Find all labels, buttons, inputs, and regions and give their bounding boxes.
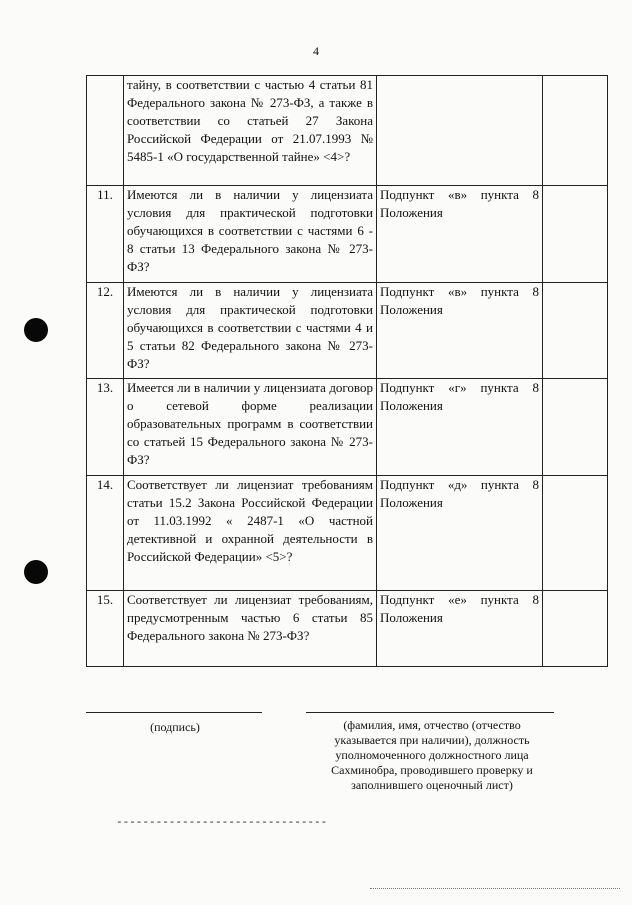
- mark-cell: [543, 591, 608, 667]
- reference-cell: Подпункт «д» пункта 8 Положения: [377, 476, 543, 591]
- question-cell: тайну, в соответствии с частью 4 статьи 81 Федерального закона № 273-ФЗ, а также в соответствии со статьей 27 Закона Российской Федерации от 21.07.1993 № 5485-1 «О государственной тайне» <4>?: [124, 76, 377, 186]
- row-number: [87, 76, 124, 186]
- scan-artifact-line: [370, 888, 620, 889]
- page-number: 4: [313, 44, 319, 58]
- question-cell: Имеется ли в наличии у лицензиата договор о сетевой форме реализации образовательных программ в соответствии со статьей 15 Федерального закона № 273-ФЗ?: [124, 379, 377, 476]
- mark-cell: [543, 379, 608, 476]
- reference-cell: [377, 76, 543, 186]
- row-number: 12.: [87, 283, 124, 379]
- question-cell: Имеются ли в наличии у лицензиата условия для практической подготовки обучающихся в соответствии с частями 6 - 8 статьи 13 Федерального закона № 273-ФЗ?: [124, 186, 377, 283]
- row-number: 11.: [87, 186, 124, 283]
- signature-caption: (подпись): [150, 720, 200, 734]
- reference-cell: Подпункт «в» пункта 8 Положения: [377, 186, 543, 283]
- table-row: [87, 186, 608, 283]
- date-line: --------------------------------: [116, 817, 328, 829]
- mark-cell: [543, 476, 608, 591]
- mark-cell: [543, 283, 608, 379]
- mark-cell: [543, 76, 608, 186]
- mark-cell: [543, 186, 608, 283]
- table-row: [87, 476, 608, 591]
- row-number: 13.: [87, 379, 124, 476]
- question-cell: Соответствует ли лицензиат требованиям, предусмотренным частью 6 статьи 85 Федерального закона № 273-ФЗ?: [124, 591, 377, 667]
- reference-cell: Подпункт «в» пункта 8 Положения: [377, 283, 543, 379]
- question-cell: Имеются ли в наличии у лицензиата условия для практической подготовки обучающихся в соответствии с частями 4 и 5 статьи 82 Федерального закона № 273-ФЗ?: [124, 283, 377, 379]
- name-position-line: [306, 712, 554, 713]
- table-row: [87, 76, 608, 186]
- signature-line: [86, 712, 262, 713]
- checklist-table: [86, 75, 608, 667]
- reference-cell: Подпункт «г» пункта 8 Положения: [377, 379, 543, 476]
- punch-hole-lower: [24, 560, 48, 584]
- question-cell: Соответствует ли лицензиат требованиям статьи 15.2 Закона Российской Федерации от 11.03.1992 « 2487-1 «О частной детективной и охранной деятельности в Российской Федерации» <5>?: [124, 476, 377, 591]
- table-row: [87, 591, 608, 667]
- row-number: 15.: [87, 591, 124, 667]
- punch-hole-upper: [24, 318, 48, 342]
- row-number: 14.: [87, 476, 124, 591]
- reference-cell: Подпункт «е» пункта 8 Положения: [377, 591, 543, 667]
- table-row: [87, 283, 608, 379]
- name-position-caption: (фамилия, имя, отчество (отчество указывается при наличии), должность уполномоченного должностного лица Сахминобра, проводившего проверку и заполнившего оценочный лист): [331, 718, 533, 792]
- table-row: [87, 379, 608, 476]
